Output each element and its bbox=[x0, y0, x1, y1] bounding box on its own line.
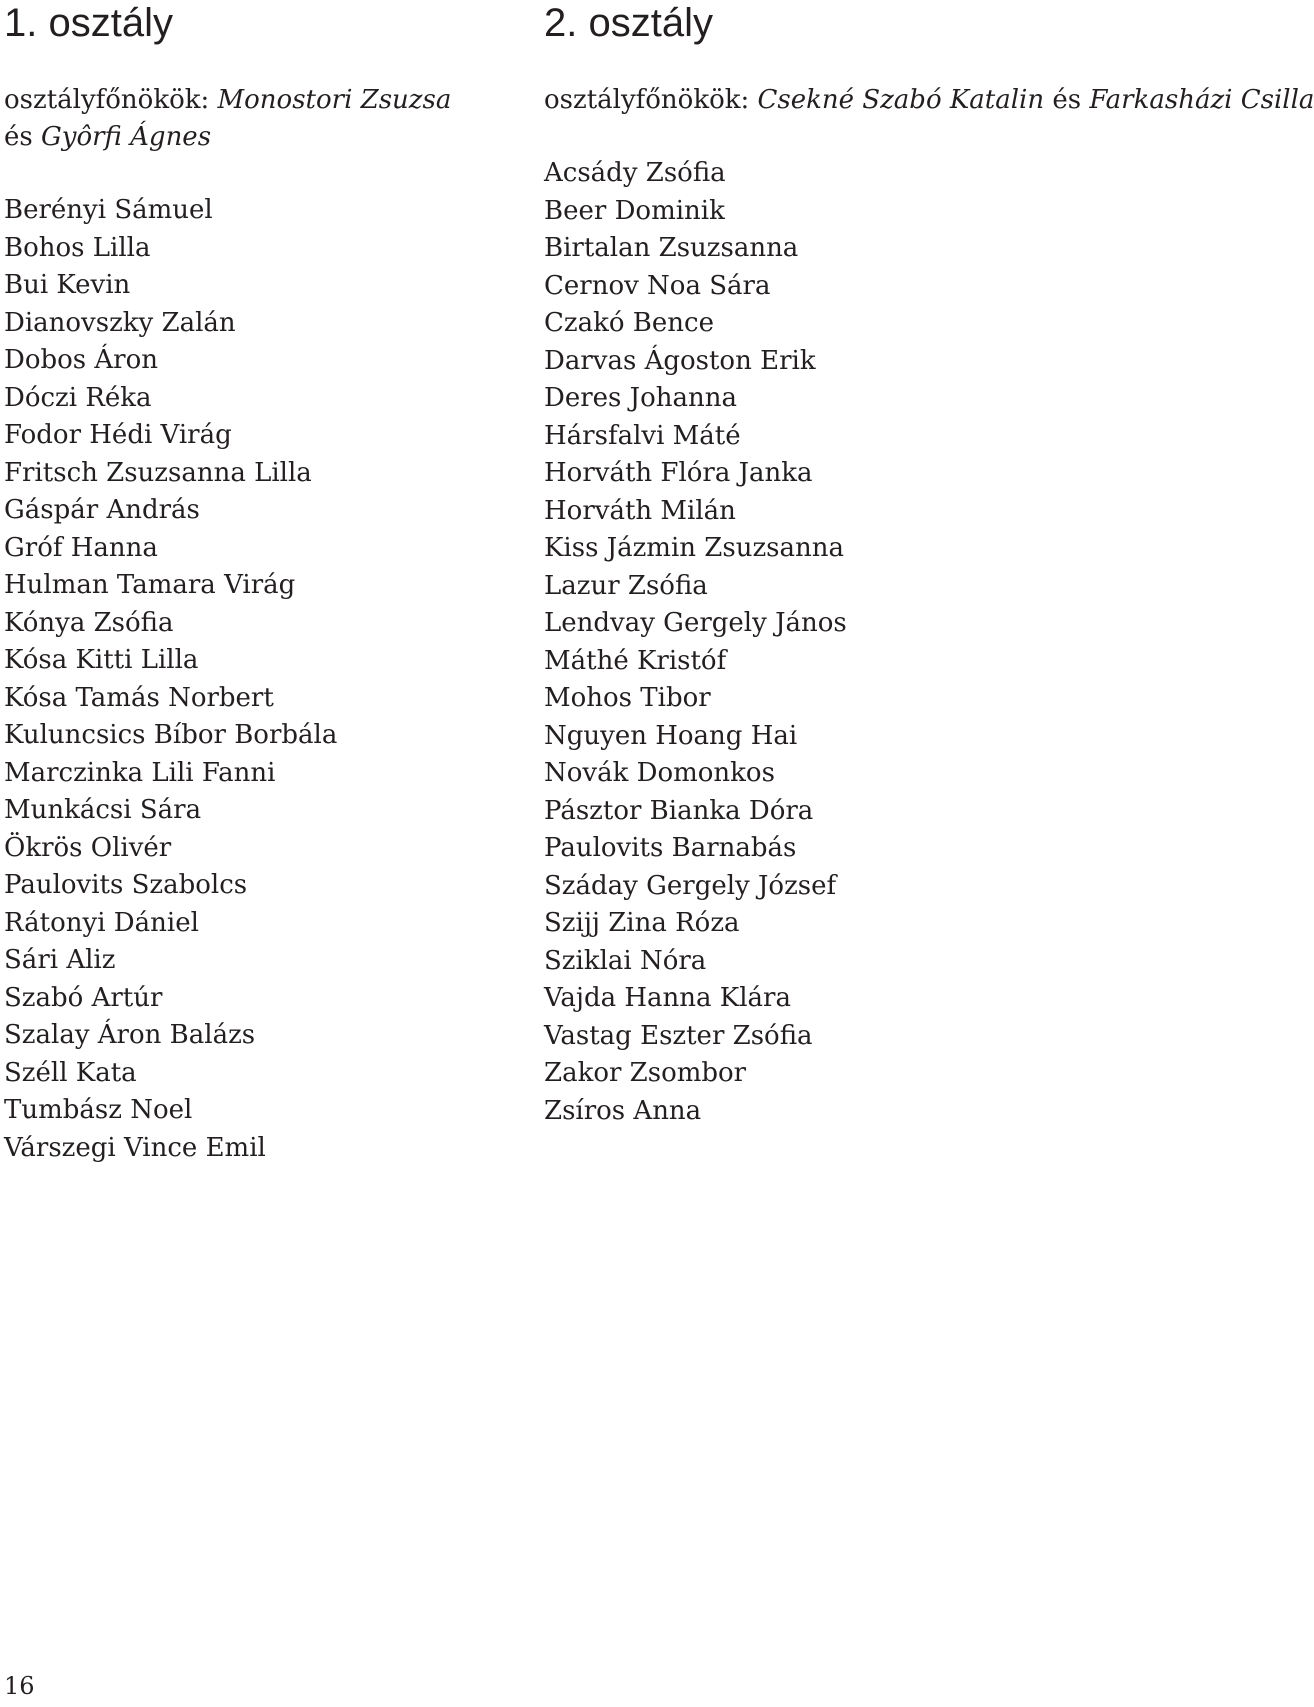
student-name: Dianovszky Zalán bbox=[4, 307, 236, 338]
student-name: Bohos Lilla bbox=[4, 232, 151, 263]
student-name: Birtalan Zsuzsanna bbox=[544, 233, 799, 263]
student-name: Marczinka Lili Fanni bbox=[4, 757, 276, 788]
student-name: Gáspár András bbox=[4, 495, 200, 525]
class-2-teacher-b: Farkasházi Csilla bbox=[1089, 85, 1314, 115]
student-name: Széll Kata bbox=[4, 1057, 137, 1088]
student-name: Kósa Kitti Lilla bbox=[4, 645, 199, 675]
student-name: Lazur Zsófia bbox=[544, 570, 708, 601]
class-2-column bbox=[544, 0, 1314, 1130]
student-name: Fritsch Zsuzsanna Lilla bbox=[4, 457, 312, 488]
student-name: Mohos Tibor bbox=[544, 683, 711, 713]
student-name: Pásztor Bianka Dóra bbox=[544, 795, 814, 826]
student-name: Szalay Áron Balázs bbox=[4, 1020, 256, 1050]
student-name: Lendvay Gergely János bbox=[544, 608, 847, 638]
class-2-teachers bbox=[544, 82, 1314, 119]
student-name: Rátonyi Dániel bbox=[4, 907, 199, 938]
class-1-conjunction: és bbox=[4, 122, 33, 152]
student-name: Vastag Eszter Zsófia bbox=[544, 1020, 813, 1051]
student-name: Máthé Kristóf bbox=[544, 645, 727, 676]
class-2-student-list bbox=[544, 155, 984, 1130]
student-name: Dobos Áron bbox=[4, 345, 159, 375]
student-name: Kiss Jázmin Zsuzsanna bbox=[544, 533, 844, 563]
student-name: Ökrös Olivér bbox=[4, 832, 172, 863]
student-name: Vajda Hanna Klára bbox=[544, 983, 791, 1013]
student-name: Hulman Tamara Virág bbox=[4, 570, 296, 600]
student-name: Szijj Zina Róza bbox=[544, 908, 740, 938]
class-1-teacher-a: Monostori Zsuzsa bbox=[217, 85, 452, 115]
class-1-heading: 1. osztály bbox=[4, 1, 173, 45]
student-name: Várszegi Vince Emil bbox=[4, 1132, 266, 1163]
student-name: Sziklai Nóra bbox=[544, 945, 707, 976]
student-name: Nguyen Hoang Hai bbox=[544, 720, 798, 751]
student-name: Horváth Flóra Janka bbox=[544, 458, 813, 488]
student-name: Tumbász Noel bbox=[4, 1095, 193, 1125]
class-2-teacher-a: Csekné Szabó Katalin bbox=[757, 85, 1045, 115]
student-name: Novák Domonkos bbox=[544, 758, 775, 788]
class-2-teachers-label: osztályfőnökök: bbox=[544, 85, 758, 115]
student-name: Szabó Artúr bbox=[4, 982, 163, 1013]
student-name: Száday Gergely József bbox=[544, 870, 837, 901]
class-1-teacher-b: Gyôrfi Ágnes bbox=[41, 122, 212, 152]
student-name: Czakó Bence bbox=[544, 308, 714, 338]
student-name: Horváth Milán bbox=[544, 495, 736, 526]
student-name: Acsády Zsófia bbox=[544, 158, 726, 188]
student-name: Berényi Sámuel bbox=[4, 195, 213, 225]
student-name: Deres Johanna bbox=[544, 383, 737, 413]
student-name: Fodor Hédi Virág bbox=[4, 420, 232, 450]
student-name: Paulovits Szabolcs bbox=[4, 870, 248, 900]
class-2-conjunction: és bbox=[1052, 85, 1082, 115]
student-name: Sári Aliz bbox=[4, 945, 116, 975]
student-name: Cernov Noa Sára bbox=[544, 270, 771, 301]
student-name: Bui Kevin bbox=[4, 270, 131, 300]
student-name: Kuluncsics Bíbor Borbála bbox=[4, 720, 338, 750]
student-name: Beer Dominik bbox=[544, 195, 725, 226]
student-name: Paulovits Barnabás bbox=[544, 833, 797, 863]
student-name: Hársfalvi Máté bbox=[544, 420, 741, 451]
student-name: Munkácsi Sára bbox=[4, 795, 202, 825]
page-number: 16 bbox=[4, 1672, 35, 1700]
class-1-student-list bbox=[4, 192, 444, 1167]
student-name: Dóczi Réka bbox=[4, 382, 152, 413]
student-name: Darvas Ágoston Erik bbox=[544, 345, 816, 376]
student-name: Zsíros Anna bbox=[544, 1095, 702, 1126]
class-1-column bbox=[4, 0, 452, 1167]
student-name: Kónya Zsófia bbox=[4, 607, 174, 638]
student-name: Kósa Tamás Norbert bbox=[4, 682, 274, 713]
class-2-heading: 2. osztály bbox=[544, 1, 713, 45]
class-1-teachers bbox=[4, 82, 452, 156]
class-1-teachers-label: osztályfőnökök: bbox=[4, 85, 218, 115]
student-name: Gróf Hanna bbox=[4, 532, 158, 563]
student-name: Zakor Zsombor bbox=[544, 1058, 747, 1088]
